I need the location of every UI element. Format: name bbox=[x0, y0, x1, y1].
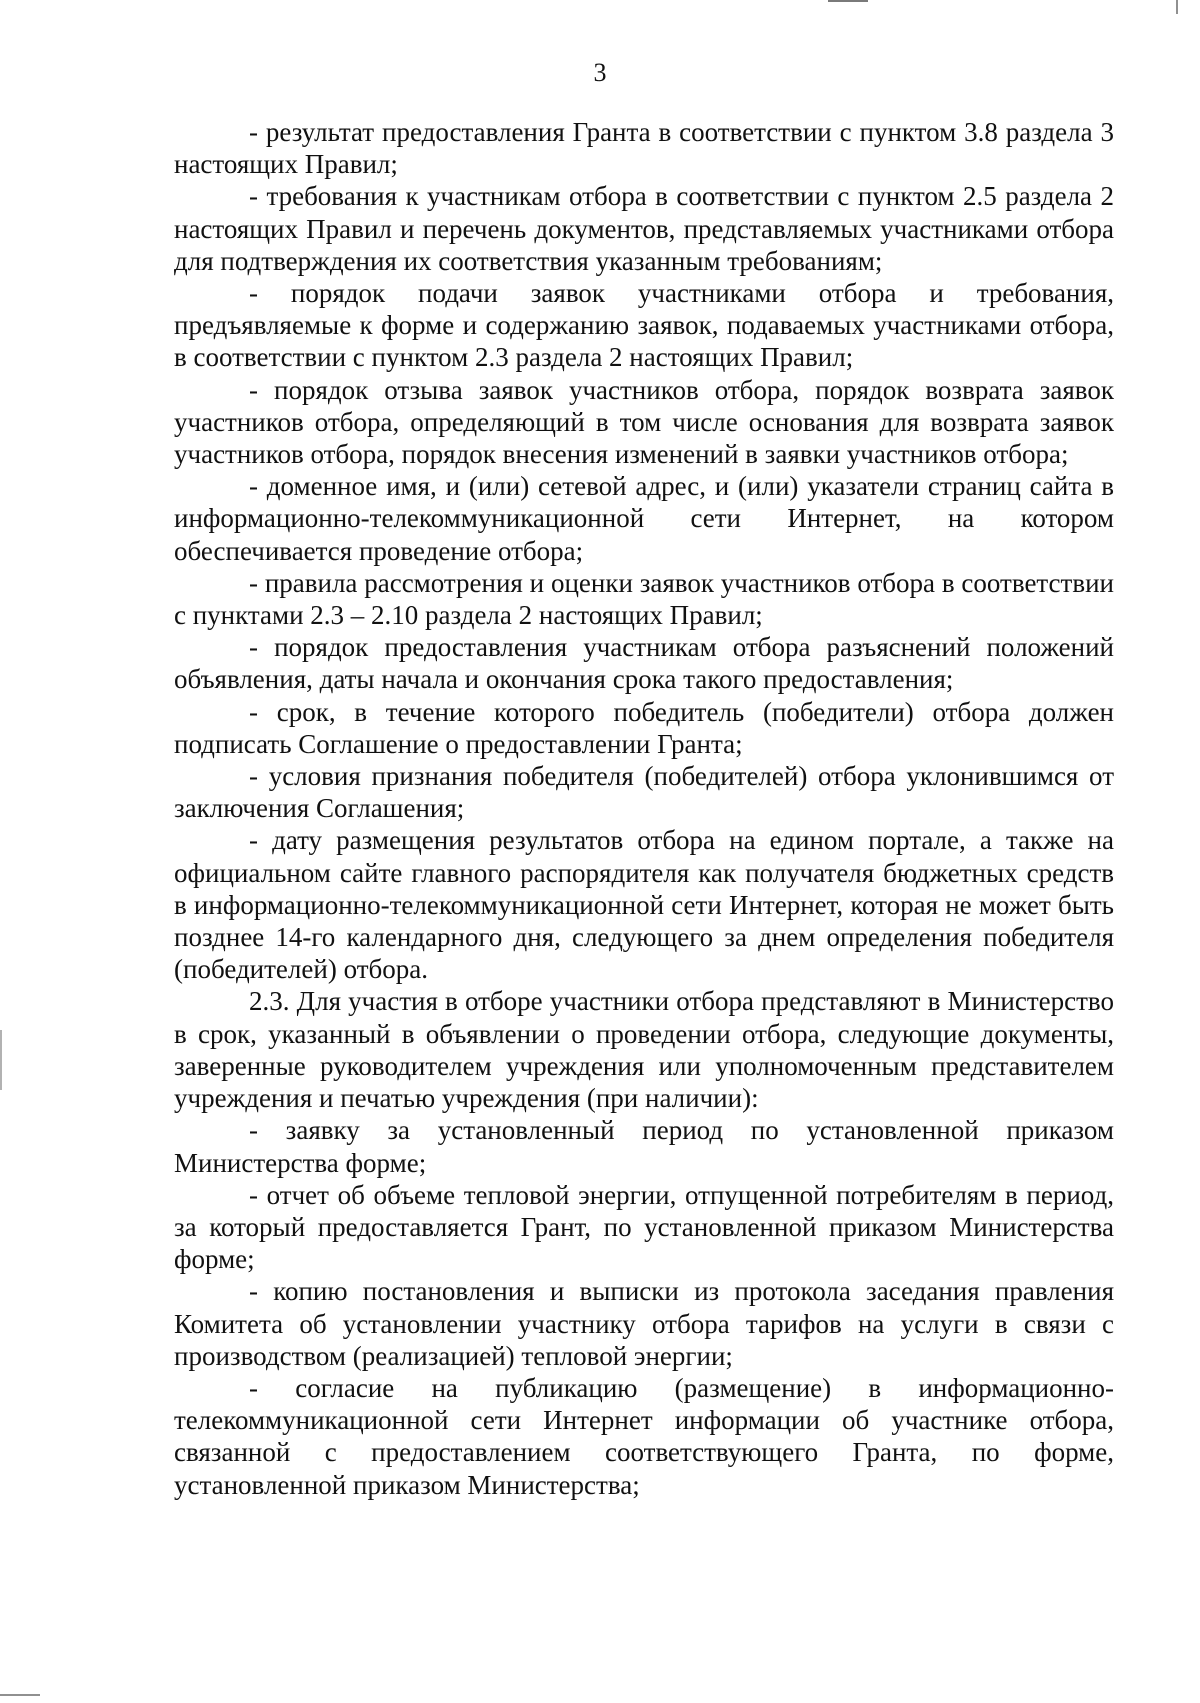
paragraph-evasion-conditions: - условия признания победителя (победителей) отбора уклонившимся от заключения Соглашения; bbox=[174, 761, 1114, 824]
paragraph-section-2-3: 2.3. Для участия в отборе участники отбора представляют в Министерство в срок, указанный в объявлении о проведении отбора, следующие документы, заверенные руководителем учреждения или уполномоченным представителем учреждения и печатью учреждения (при наличии): bbox=[174, 986, 1114, 1114]
paragraph-heat-energy-report: - отчет об объеме тепловой энергии, отпущенной потребителям в период, за который предоставляется Грант, по установленной приказом Министерства форме; bbox=[174, 1179, 1114, 1275]
document-body bbox=[174, 116, 1114, 1501]
page-number: 3 bbox=[593, 58, 607, 87]
paragraph-signing-deadline: - срок, в течение которого победитель (победители) отбора должен подписать Соглашение о предоставлении Гранта; bbox=[174, 696, 1114, 759]
paragraph-publication-consent: - согласие на публикацию (размещение) в информационно-телекоммуникационной сети Интернет информации об участнике отбора, связанной с предоставлением соответствующего Гранта, по форме, установленной приказом Министерства; bbox=[174, 1372, 1114, 1500]
paragraph-application-form: - заявку за установленный период по установленной приказом Министерства форме; bbox=[174, 1115, 1114, 1178]
paragraph-review-rules: - правила рассмотрения и оценки заявок участников отбора в соответствии с пунктами 2.3 – 2.10 раздела 2 настоящих Правил; bbox=[174, 567, 1114, 631]
paragraph-participant-requirements: - требования к участникам отбора в соответствии с пунктом 2.5 раздела 2 настоящих Правил и перечень документов, представляемых участниками отбора для подтверждения их соответствия указанным требованиям; bbox=[174, 181, 1114, 276]
scan-artifact-top bbox=[828, 0, 868, 2]
paragraph-domain-name: - доменное имя, и (или) сетевой адрес, и (или) указатели страниц сайта в информационно-телекоммуникационной сети Интернет, на котором обеспечивается проведение отбора; bbox=[174, 471, 1114, 566]
paragraph-application-withdrawal: - порядок отзыва заявок участников отбора, порядок возврата заявок участников отбора, определяющий в том числе основания для возврата заявок участников отбора, порядок внесения изменений в заявки участников отбора; bbox=[174, 374, 1114, 470]
scan-artifact-top-right bbox=[1176, 0, 1178, 14]
scan-artifact-bottom-left bbox=[0, 1694, 40, 1696]
paragraph-results-publication: - дату размещения результатов отбора на едином портале, а также на официальном сайте главного распорядителя как получателя бюджетных средств в информационно-телекоммуникационной сети Интернет, которая не может быть позднее 14-го календарного дня, следующего за днем определения победителя (победителей) отбора. bbox=[174, 825, 1114, 985]
paragraph-clarifications: - порядок предоставления участникам отбора разъяснений положений объявления, даты начала и окончания срока такого предоставления; bbox=[174, 632, 1114, 695]
paragraph-tariff-resolution: - копию постановления и выписки из протокола заседания правления Комитета об установлении участнику отбора тарифов на услуги в связи с производством (реализацией) тепловой энергии; bbox=[174, 1276, 1114, 1371]
paragraph-application-procedure: - порядок подачи заявок участниками отбора и требования, предъявляемые к форме и содержанию заявок, подаваемых участниками отбора, в соответствии с пунктом 2.3 раздела 2 настоящих Правил; bbox=[174, 278, 1114, 373]
paragraph-grant-result: - результат предоставления Гранта в соответствии с пунктом 3.8 раздела 3 настоящих Правил; bbox=[174, 117, 1114, 180]
scan-artifact-left bbox=[0, 1030, 2, 1090]
